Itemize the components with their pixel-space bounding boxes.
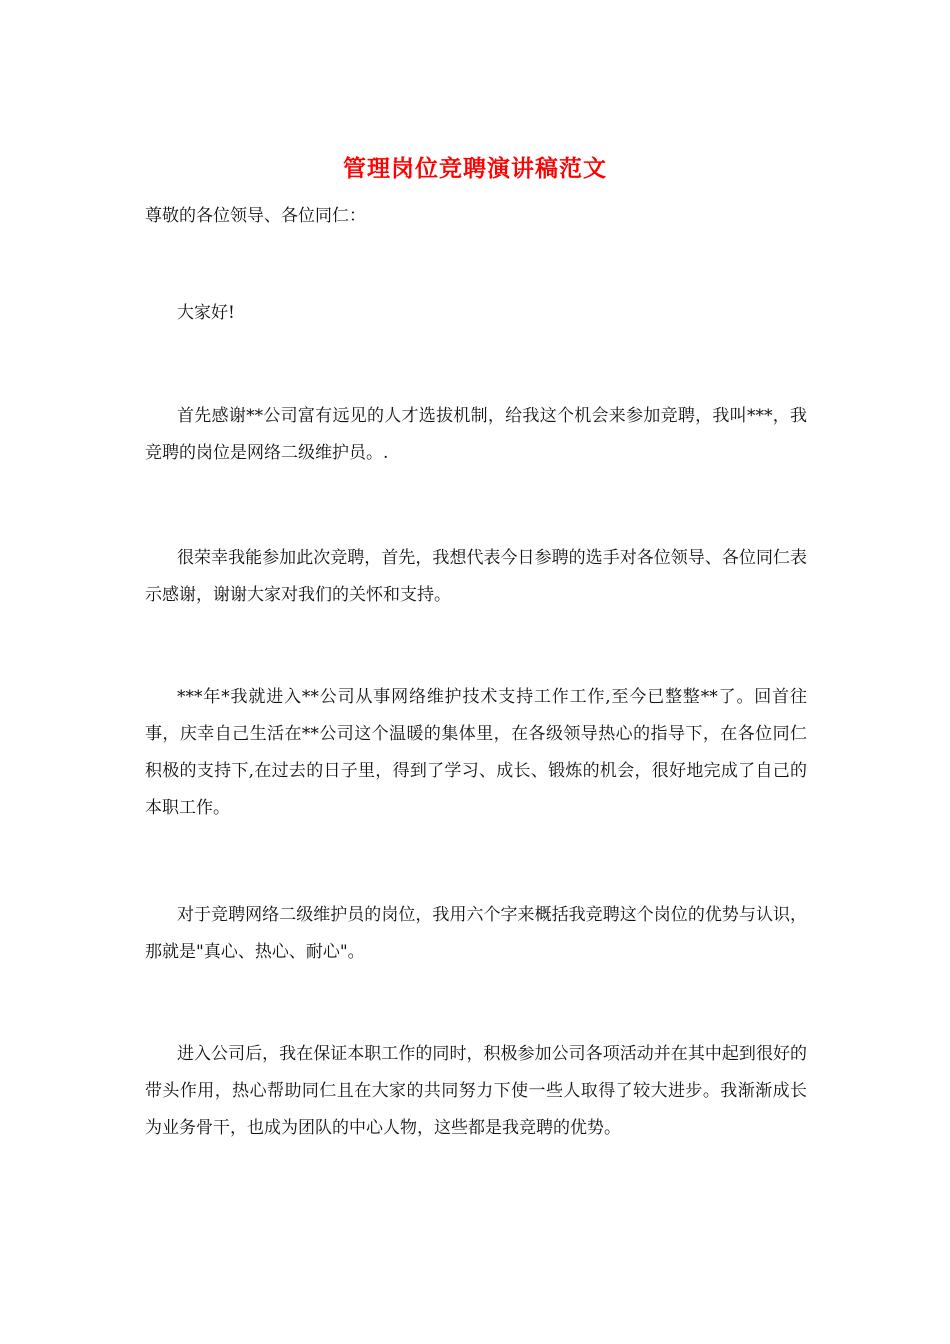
- paragraph-strengths: 对于竞聘网络二级维护员的岗位，我用六个字来概括我竞聘这个岗位的优势与认识，那就是"真心、热心、耐心"。: [145, 905, 807, 962]
- paragraph-intro: 首先感谢**公司富有远见的人才选拔机制，给我这个机会来参加竞聘，我叫***，我竞聘的岗位是网络二级维护员。.: [145, 406, 807, 463]
- paragraph-history: ***年*我就进入**公司从事网络维护技术支持工作工作,至今已整整**了。回首往事，庆幸自己生活在**公司这个温暖的集体里，在各级领导热心的指导下，在各位同仁积极的支持下,在过去的日子里，得到了学习、成长、锻炼的机会，很好地完成了自己的本职工作。: [145, 687, 807, 818]
- paragraph-greeting: 大家好!: [177, 303, 235, 323]
- salutation: 尊敬的各位领导、各位同仁：: [145, 206, 366, 226]
- paragraph-growth: 进入公司后，我在保证本职工作的同时，积极参加公司各项活动并在其中起到很好的带头作用，热心帮助同仁且在大家的共同努力下使一些人取得了较大进步。我渐渐成长为业务骨干，也成为团队的中心人物，这些都是我竞聘的优势。: [145, 1044, 807, 1138]
- document-title: 管理岗位竞聘演讲稿范文: [343, 155, 607, 182]
- paragraph-thanks: 很荣幸我能参加此次竞聘，首先，我想代表今日参聘的选手对各位领导、各位同仁表示感谢，谢谢大家对我们的关怀和支持。: [145, 548, 807, 605]
